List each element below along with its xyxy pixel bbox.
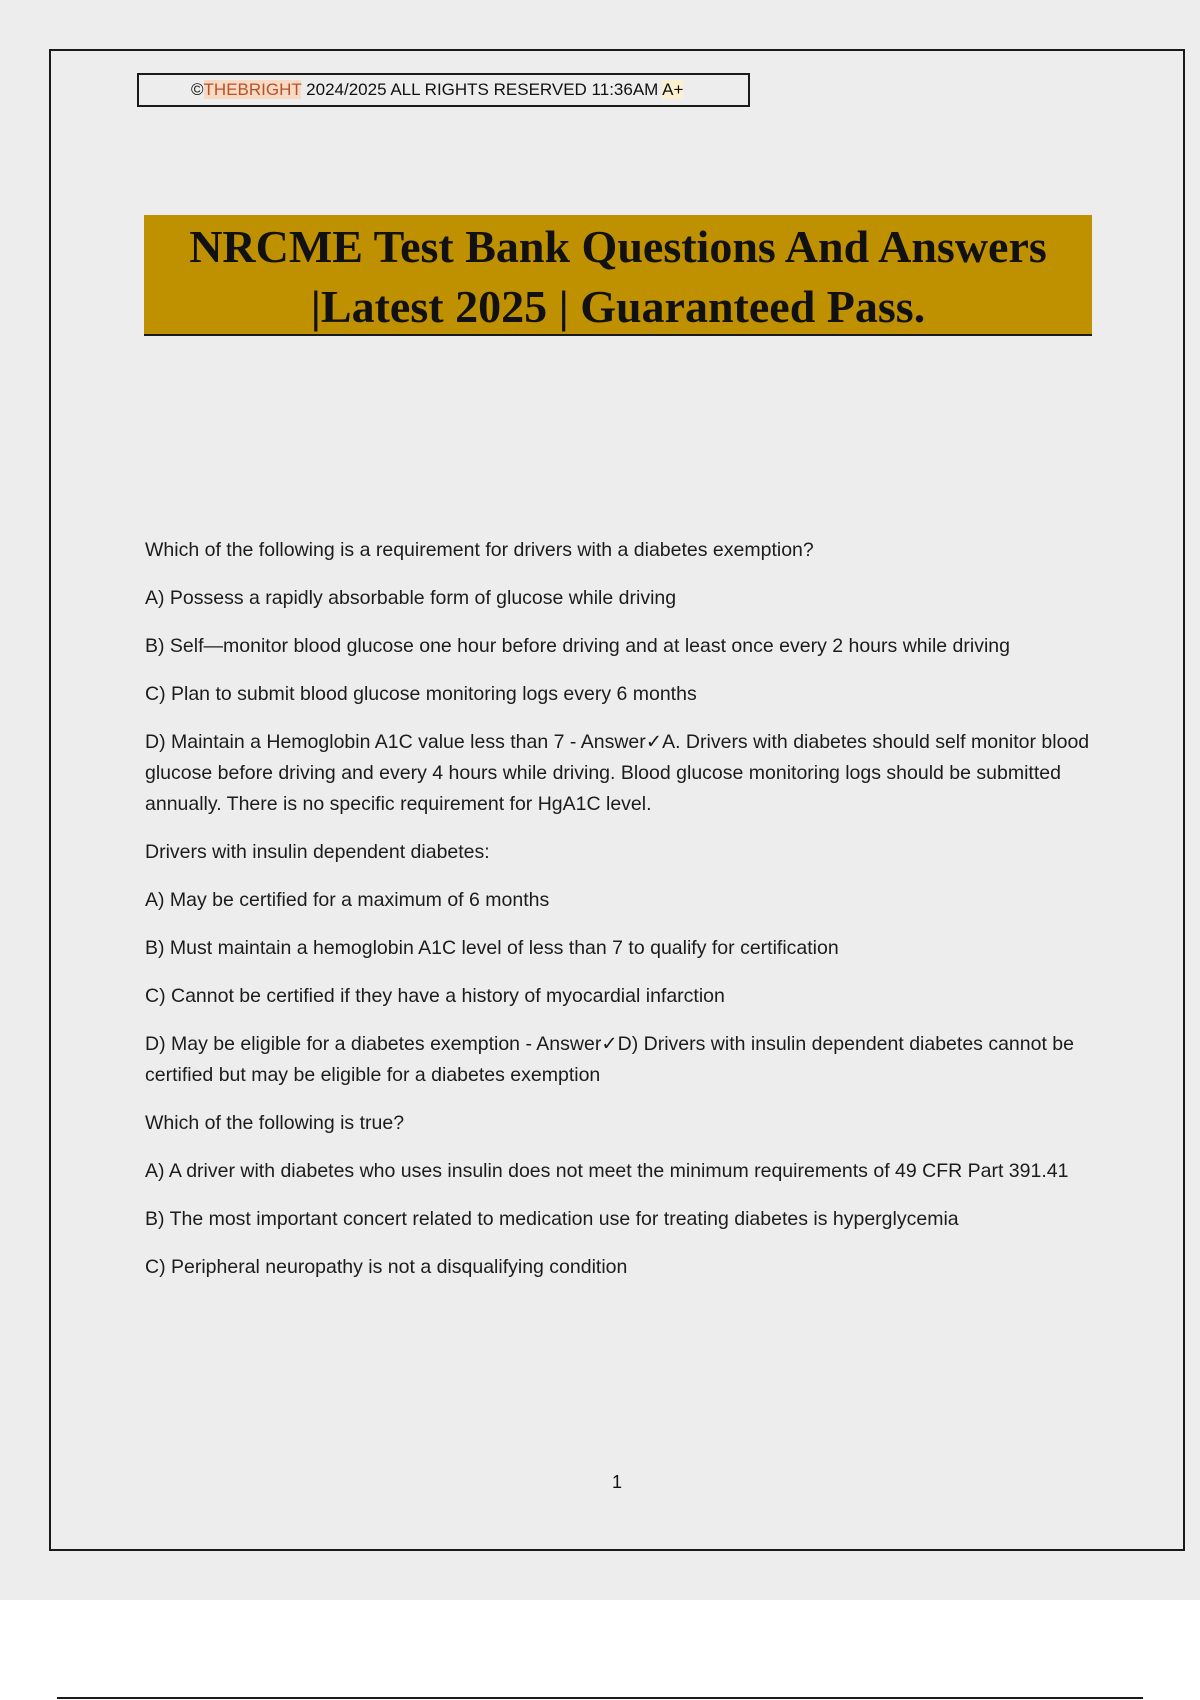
question-2-option-a: A) May be certified for a maximum of 6 months [145, 889, 550, 911]
question-2-text: Drivers with insulin dependent diabetes: [145, 841, 490, 863]
question-1-option-b: B) Self—monitor blood glucose one hour before driving and at least once every 2 hours while driving [145, 635, 1010, 657]
question-1-option-c: C) Plan to submit blood glucose monitoring logs every 6 months [145, 683, 697, 705]
document-title [144, 215, 1092, 336]
question-2-option-d-answer: D) May be eligible for a diabetes exemption - Answer✓D) Drivers with insulin dependent diabetes cannot be certified but may be eligible for a diabetes exemption [145, 1033, 1074, 1086]
question-3-text: Which of the following is true? [145, 1112, 405, 1134]
question-1-text: Which of the following is a requirement for drivers with a diabetes exemption? [145, 539, 814, 561]
brand-name: THEBRIGHT [203, 80, 302, 99]
question-2-option-c: C) Cannot be certified if they have a history of myocardial infarction [145, 985, 725, 1007]
question-2-option-b: B) Must maintain a hemoglobin A1C level of less than 7 to qualify for certification [145, 937, 839, 959]
rights-text: 2024/2025 ALL RIGHTS RESERVED 11:36AM [301, 80, 663, 99]
title-line-2: |Latest 2025 | Guaranteed Pass. [310, 281, 926, 332]
next-page-divider [57, 1697, 1143, 1699]
question-content [145, 535, 1095, 1300]
grade-label: A+ [662, 80, 684, 99]
question-3-option-c: C) Peripheral neuropathy is not a disqualifying condition [145, 1256, 628, 1278]
page-number: 1 [611, 1472, 622, 1492]
question-1-option-d-answer: D) Maintain a Hemoglobin A1C value less than 7 - Answer✓A. Drivers with diabetes should self monitor blood glucose before driving and every 4 hours while driving. Blood glucose monitoring logs should be submitted annually. There is no specific requirement for HgA1C level. [145, 731, 1090, 815]
title-line-1: NRCME Test Bank Questions And Answers [189, 221, 1047, 272]
question-1-option-a: A) Possess a rapidly absorbable form of glucose while driving [145, 587, 677, 609]
copyright-symbol: © [191, 80, 204, 99]
question-3-option-a: A) A driver with diabetes who uses insulin does not meet the minimum requirements of 49 CFR Part 391.41 [145, 1160, 1069, 1182]
question-3-option-b: B) The most important concert related to medication use for treating diabetes is hyperglycemia [145, 1208, 959, 1230]
copyright-header [137, 73, 750, 107]
